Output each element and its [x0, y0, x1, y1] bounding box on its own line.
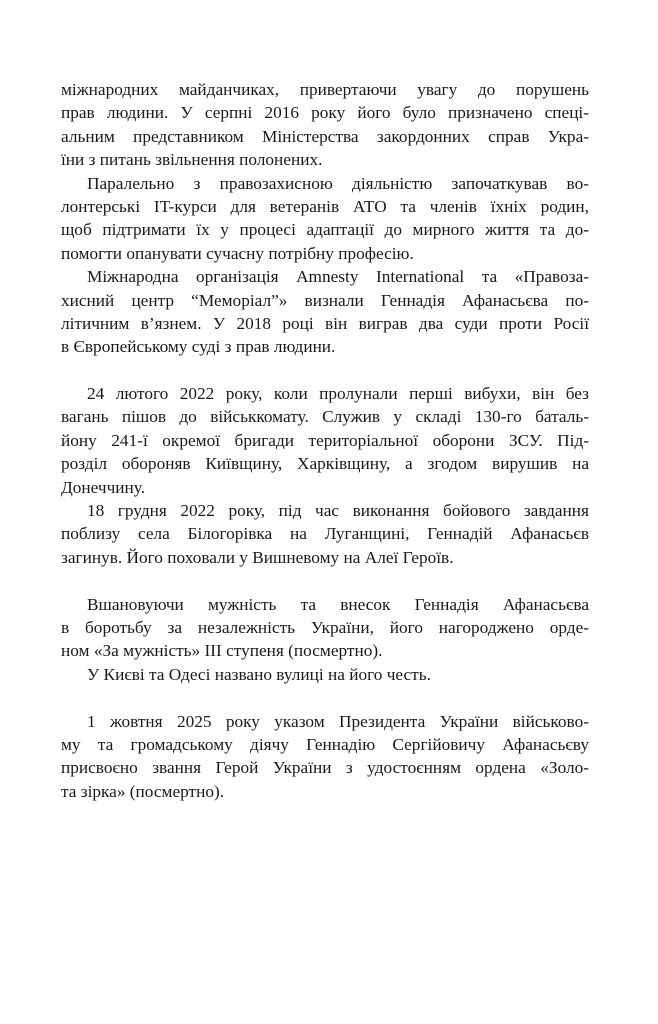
paragraph [61, 499, 589, 569]
text-line: Міжнародна організація Amnesty International та «Правоза- [87, 267, 589, 287]
text-line: Паралельно з правозахисною діяльністю започаткував во- [87, 173, 589, 193]
text-line: У Києві та Одесі названо вулиці на його честь. [87, 664, 431, 684]
text-line: розділ обороняв Київщину, Харківщину, а згодом вирушив на [61, 454, 589, 474]
text-line: 24 лютого 2022 року, коли пролунали перші вибухи, він без [87, 384, 589, 404]
text-line: їни з питань звільнення полонених. [61, 150, 323, 170]
text-line: помогти опанувати сучасну потрібну професію. [61, 243, 414, 263]
text-line: 1 жовтня 2025 року указом Президента України військово- [87, 711, 589, 731]
paragraph [61, 593, 589, 663]
paragraph [61, 710, 589, 804]
text-line: міжнародних майданчиках, привертаючи увагу до порушень [61, 80, 589, 99]
text-line: лонтерські IT-курси для ветеранів АТО та членів їхніх родин, [61, 196, 589, 216]
text-line: в Європейському суді з прав людини. [61, 337, 336, 357]
text-line: Вшановуючи мужність та внесок Геннадія Афанасьєва [87, 594, 589, 614]
text-line: ном «За мужність» ІІІ ступеня (посмертно). [61, 641, 383, 661]
text-line: присвоєно звання Герой України з удостоєнням ордена «Золо- [61, 758, 589, 778]
text-line: хисний центр “Меморіал”» визнали Геннадія Афанасьєва по- [61, 290, 589, 310]
paragraph [61, 265, 589, 359]
text-line: вагань пішов до військкомату. Служив у складі 130-го баталь- [61, 407, 589, 427]
paragraph [61, 382, 589, 499]
paragraph [61, 172, 589, 266]
text-line: 18 грудня 2022 року, під час виконання бойового завдання [87, 501, 589, 521]
text-line: поблизу села Білогорівка на Луганщині, Геннадій Афанасьєв [61, 524, 589, 544]
text-line: загинув. Його поховали у Вишневому на Алеї Героїв. [61, 547, 454, 567]
text-line: та зірка» (посмертно). [61, 781, 225, 801]
paragraph-spacer [61, 569, 589, 592]
paragraph [61, 78, 589, 172]
body-text [61, 78, 589, 803]
paragraph-spacer [61, 686, 589, 709]
text-line: щоб підтримати їх у процесі адаптації до мирного життя та до- [61, 220, 589, 240]
text-line: прав людини. У серпні 2016 року його було призначено спеці- [61, 103, 589, 123]
text-line: в боротьбу за незалежність України, його нагороджено орде- [61, 617, 589, 637]
paragraph [61, 663, 589, 686]
text-line: му та громадському діячу Геннадію Сергійовичу Афанасьєву [61, 734, 589, 754]
text-line: йону 241-ї окремої бригади територіальної оборони ЗСУ. Під- [61, 430, 589, 450]
paragraph-spacer [61, 359, 589, 382]
text-line: альним представником Міністерства закордонних справ Укра- [61, 126, 589, 146]
text-line: Донеччину. [61, 477, 146, 497]
text-line: літичним в’язнем. У 2018 році він виграв два суди проти Росії [61, 313, 589, 333]
